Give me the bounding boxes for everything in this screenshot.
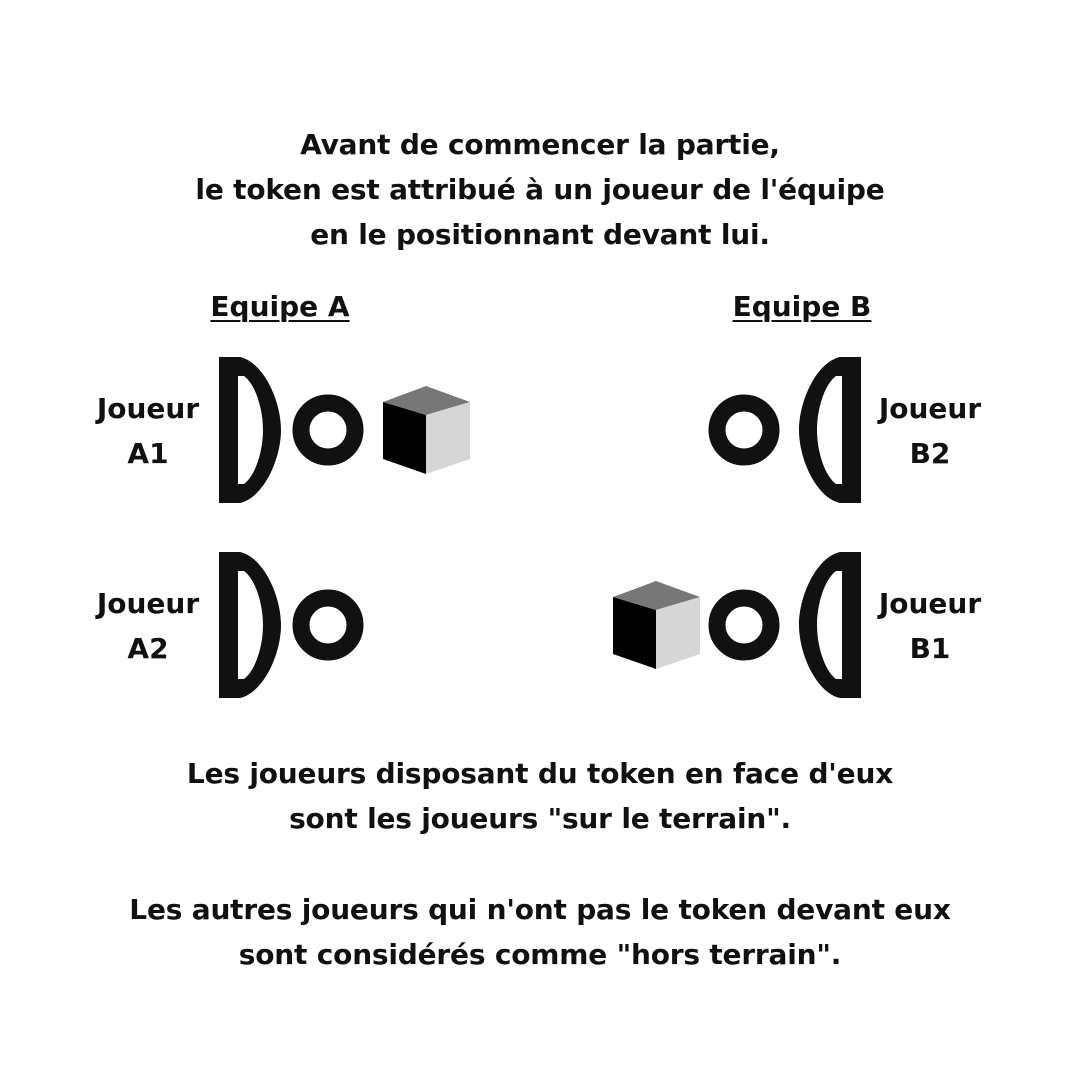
player-head-icon — [717, 598, 771, 652]
off-field-line: Les autres joueurs qui n'ont pas le token devant eux — [129, 893, 951, 926]
player-b1 — [717, 552, 861, 698]
player-a1-label — [78, 386, 218, 476]
player-body-icon — [799, 552, 861, 698]
player-a2-label — [78, 581, 218, 671]
player-label-id: B1 — [909, 632, 951, 665]
player-body-icon — [219, 357, 281, 503]
player-body-icon — [219, 552, 281, 698]
player-a2 — [219, 552, 355, 698]
intro-line: Avant de commencer la partie, — [300, 128, 780, 161]
player-b2-label — [860, 386, 1000, 476]
player-label-word: Joueur — [96, 392, 200, 425]
player-label-id: A2 — [127, 632, 169, 665]
player-head-icon — [301, 403, 355, 457]
on-field-line: Les joueurs disposant du token en face d'eux — [186, 757, 894, 790]
off-field-line: sont considérés comme "hors terrain". — [238, 938, 842, 971]
player-label-word: Joueur — [96, 587, 200, 620]
player-label-id: B2 — [909, 437, 951, 470]
intro-line: le token est attribué à un joueur de l'équipe — [195, 173, 885, 206]
on-field-text — [0, 751, 1080, 841]
player-label-word: Joueur — [878, 587, 982, 620]
player-label-word: Joueur — [878, 392, 982, 425]
player-head-icon — [717, 403, 771, 457]
token-cube-icon — [613, 581, 700, 669]
player-a1 — [219, 357, 355, 503]
team-a-title: Equipe A — [210, 290, 350, 323]
intro-line: en le positionnant devant lui. — [310, 218, 770, 251]
team-b-title: Equipe B — [732, 290, 872, 323]
intro-text — [0, 122, 1080, 257]
player-body-icon — [799, 357, 861, 503]
player-label-id: A1 — [127, 437, 169, 470]
off-field-text — [0, 887, 1080, 977]
player-b1-label — [860, 581, 1000, 671]
on-field-line: sont les joueurs "sur le terrain". — [289, 802, 791, 835]
player-b2 — [717, 357, 861, 503]
token-cube-icon — [383, 386, 470, 474]
player-head-icon — [301, 598, 355, 652]
